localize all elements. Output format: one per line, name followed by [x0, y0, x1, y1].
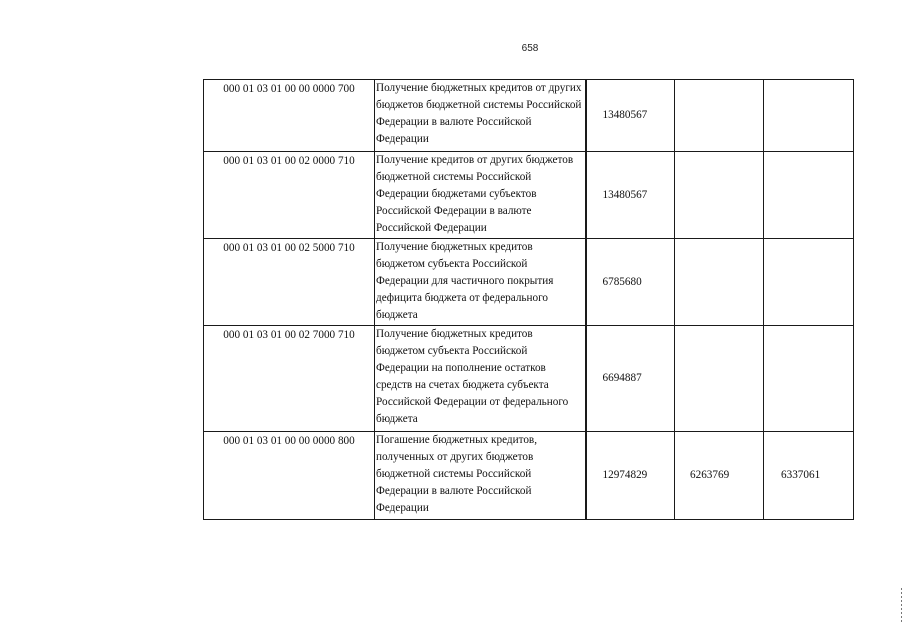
- amount-cell: [675, 239, 764, 326]
- amount-cell: [675, 326, 764, 432]
- table-row: [204, 80, 854, 152]
- amount-cell: 6263769: [675, 432, 764, 520]
- page-number: 658: [521, 43, 539, 54]
- description-cell: Получение бюджетных кредитов бюджетом субъекта Российской Федерации для частичного покрытия дефицита бюджета от федерального бюджета: [375, 239, 586, 326]
- budget-code-cell: 000 01 03 01 00 02 0000 710: [204, 152, 375, 239]
- amount-cell: 13480567: [586, 152, 675, 239]
- budget-sources-table: [203, 79, 854, 520]
- description-cell: Получение бюджетных кредитов бюджетом субъекта Российской Федерации на пополнение остатков средств на счетах бюджета субъекта Российской Федерации от федерального бюджета: [375, 326, 586, 432]
- amount-cell: [764, 152, 854, 239]
- amount-cell: [675, 80, 764, 152]
- description-cell: Погашение бюджетных кредитов, полученных от других бюджетов бюджетной системы Российской Федерации в валюте Российской Федерации: [375, 432, 586, 520]
- amount-cell: 12974829: [586, 432, 675, 520]
- budget-code-cell: 000 01 03 01 00 00 0000 700: [204, 80, 375, 152]
- table-row: [204, 326, 854, 432]
- budget-code-cell: 000 01 03 01 00 02 5000 710: [204, 239, 375, 326]
- description-cell: Получение кредитов от других бюджетов бюджетной системы Российской Федерации бюджетами субъектов Российской Федерации в валюте Российской Федерации: [375, 152, 586, 239]
- scan-edge-mark: [901, 588, 902, 622]
- table-row: [204, 152, 854, 239]
- amount-cell: [675, 152, 764, 239]
- amount-cell: 13480567: [586, 80, 675, 152]
- table-row: [204, 432, 854, 520]
- amount-cell: [764, 80, 854, 152]
- table-row: [204, 239, 854, 326]
- amount-cell: 6785680: [586, 239, 675, 326]
- amount-cell: 6694887: [586, 326, 675, 432]
- amount-cell: 6337061: [764, 432, 854, 520]
- amount-cell: [764, 326, 854, 432]
- budget-code-cell: 000 01 03 01 00 02 7000 710: [204, 326, 375, 432]
- budget-code-cell: 000 01 03 01 00 00 0000 800: [204, 432, 375, 520]
- amount-cell: [764, 239, 854, 326]
- description-cell: Получение бюджетных кредитов от других бюджетов бюджетной системы Российской Федерации в валюте Российской Федерации: [375, 80, 586, 152]
